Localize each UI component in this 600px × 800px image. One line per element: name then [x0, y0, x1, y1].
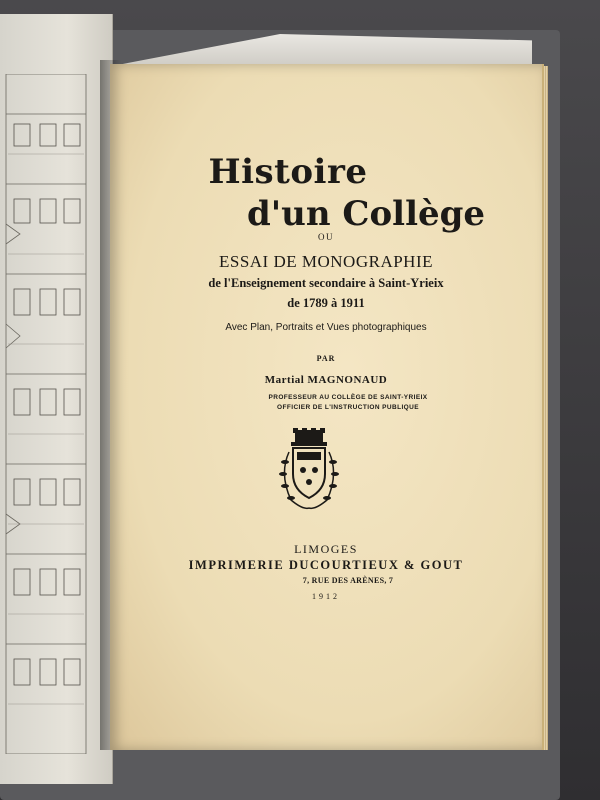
title-page [110, 64, 544, 750]
subtitle-main: ESSAI DE MONOGRAPHIE [218, 252, 433, 271]
publisher-city: LIMOGES [294, 542, 358, 556]
conjunction: OU [318, 232, 334, 242]
title-line-2: d'un Collège [246, 194, 486, 234]
printer-name: IMPRIMERIE DUCOURTIEUX & GOUT [188, 558, 464, 572]
author-title-2: OFFICIER DE L'INSTRUCTION PUBLIQUE [277, 404, 419, 411]
illustrations-note: Avec Plan, Portraits et Vues photographiques [225, 322, 427, 333]
frontispiece-page [0, 14, 113, 784]
author-title-1: PROFESSEUR AU COLLÈGE DE SAINT-YRIEIX [268, 394, 428, 401]
title-line-1: Histoire [208, 152, 368, 192]
subtitle-line-2: de 1789 à 1911 [287, 296, 365, 310]
subtitle-line-1: de l'Enseignement secondaire à Saint-Yrieix [208, 276, 444, 290]
by-label: PAR [316, 354, 336, 363]
printer-address: 7, RUE DES ARÈNES, 7 [302, 576, 394, 585]
coat-of-arms-icon [275, 428, 343, 516]
author-name: Martial MAGNONAUD [264, 374, 388, 386]
publication-year: 1912 [312, 592, 340, 601]
